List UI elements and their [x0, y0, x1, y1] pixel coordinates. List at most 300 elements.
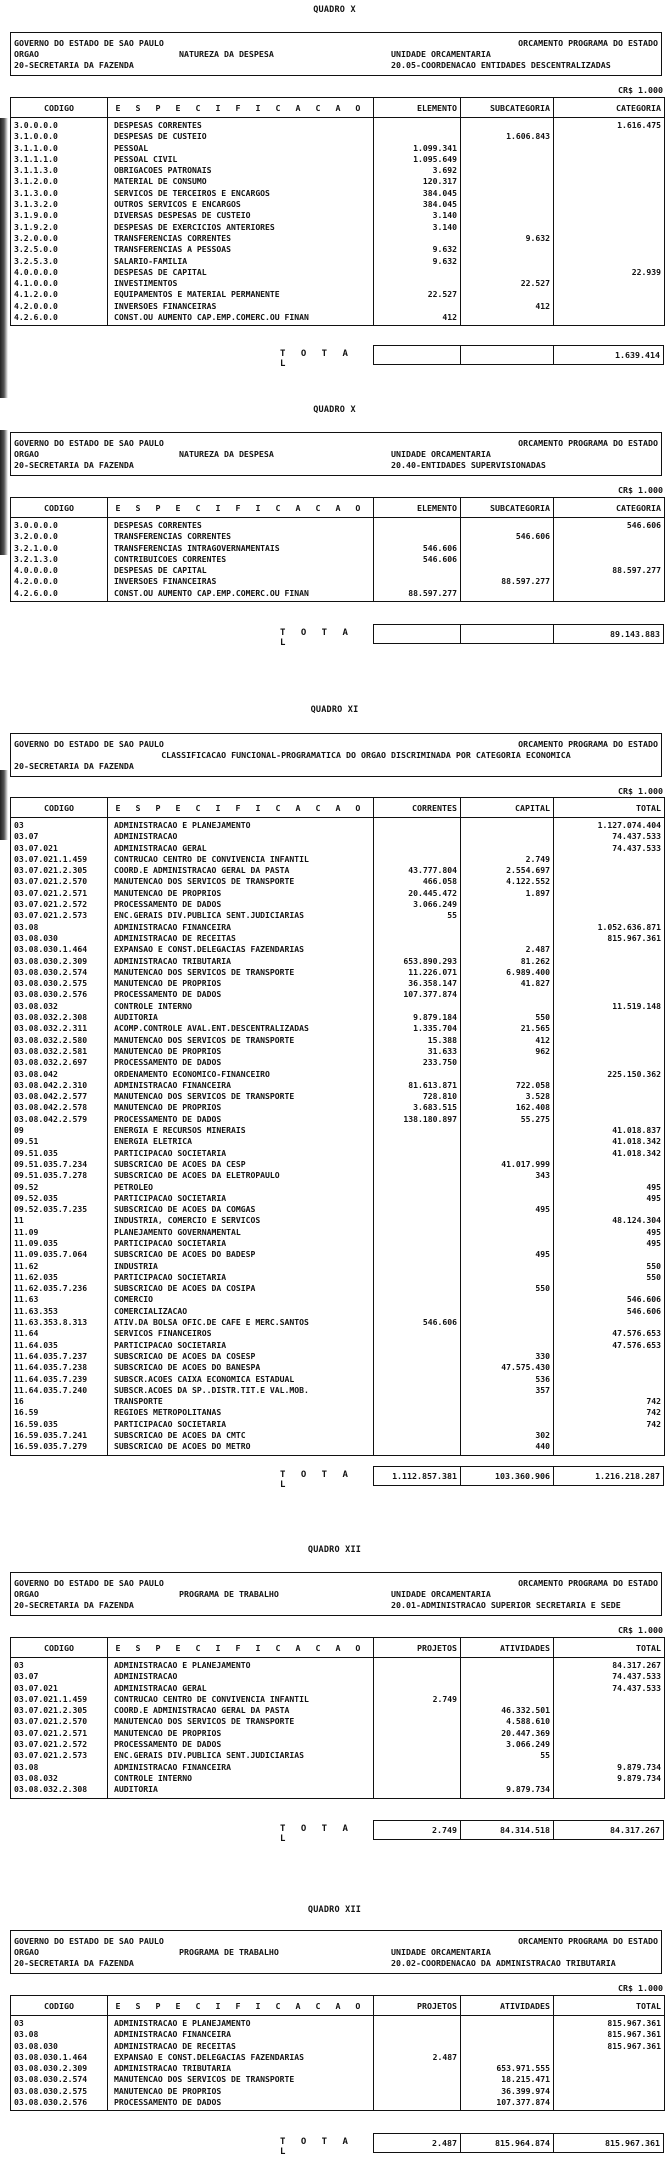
value-col-3: 47.576.653 [554, 1328, 665, 1339]
column-header: CODIGO [11, 1996, 108, 2016]
code-cell: 3.1.1.3.0 [11, 165, 108, 176]
value-col-2: 330 [461, 1351, 554, 1362]
value-col-1 [374, 1283, 461, 1294]
table-row [11, 1716, 665, 1727]
specification-cell: SUBSCRICAO DE ACOES DA ELETROPAULO [108, 1170, 374, 1181]
value-col-2 [461, 910, 554, 921]
total-row [0, 345, 669, 369]
column-header: ELEMENTO [374, 498, 461, 518]
value-col-2: 88.597.277 [461, 576, 554, 587]
code-cell: 11.62.035.7.236 [11, 1283, 108, 1294]
scan-smudge [0, 430, 8, 555]
value-col-3 [554, 1317, 665, 1328]
currency-unit: CR$ 1.000 [618, 786, 663, 796]
value-col-3 [554, 301, 665, 312]
government-label: GOVERNO DO ESTADO DE SAO PAULO [14, 739, 164, 749]
code-cell: 11.62 [11, 1261, 108, 1272]
report-header [10, 1930, 662, 1974]
value-col-3 [554, 222, 665, 233]
value-col-3: 88.597.277 [554, 565, 665, 576]
code-cell: 11.64.035.7.238 [11, 1362, 108, 1373]
specification-cell: INVERSOES FINANCEIRAS [108, 301, 374, 312]
value-col-1: 3.683.515 [374, 1102, 461, 1113]
specification-cell: ADMINISTRACAO TRIBUTARIA [108, 956, 374, 967]
code-cell: 03.08.042 [11, 1069, 108, 1080]
value-col-2: 357 [461, 1385, 554, 1396]
value-col-2 [461, 267, 554, 278]
value-col-1: 36.358.147 [374, 978, 461, 989]
table-header-row [11, 498, 665, 518]
value-col-1: 2.487 [374, 2052, 461, 2063]
value-col-3: 41.018.342 [554, 1136, 665, 1147]
code-cell: 09.51 [11, 1136, 108, 1147]
table-row [11, 899, 665, 910]
value-col-1: 1.099.341 [374, 143, 461, 154]
table-row [11, 278, 665, 289]
table-row [11, 565, 665, 576]
value-col-1: 233.750 [374, 1057, 461, 1068]
value-col-3: 1.052.636.871 [554, 922, 665, 933]
value-col-1 [374, 1739, 461, 1750]
value-col-1 [374, 1716, 461, 1727]
value-col-2 [461, 1261, 554, 1272]
value-col-3: 815.967.361 [554, 2016, 665, 2030]
table-row [11, 1328, 665, 1339]
table-row [11, 818, 665, 832]
value-col-3: 74.437.533 [554, 843, 665, 854]
value-col-2 [461, 1407, 554, 1418]
table-row [11, 2041, 665, 2052]
column-header: SUBCATEGORIA [461, 98, 554, 118]
value-col-3: 225.150.362 [554, 1069, 665, 1080]
report-type: CLASSIFICACAO FUNCIONAL-PROGRAMATICA DO ORGAO DISCRIMINADA POR CATEGORIA ECONOMICA [161, 750, 571, 760]
value-col-3 [554, 289, 665, 300]
column-header: ELEMENTO [374, 98, 461, 118]
code-cell: 09.51.035 [11, 1148, 108, 1159]
column-header: CODIGO [11, 498, 108, 518]
value-col-1 [374, 1351, 461, 1362]
code-cell: 11.63 [11, 1294, 108, 1305]
specification-cell: EQUIPAMENTOS E MATERIAL PERMANENTE [108, 289, 374, 300]
value-col-3 [554, 165, 665, 176]
table-row [11, 1249, 665, 1260]
value-col-3: 47.576.653 [554, 1340, 665, 1351]
value-col-3: 1.616.475 [554, 118, 665, 132]
specification-cell: ENERGIA ELETRICA [108, 1136, 374, 1147]
code-cell: 03.08.030.2.309 [11, 2063, 108, 2074]
value-col-2 [461, 118, 554, 132]
value-col-3: 815.967.361 [554, 2029, 665, 2040]
value-col-1: 3.066.249 [374, 899, 461, 910]
total-col-2: 815.964.874 [461, 2134, 554, 2152]
table-header-row [11, 1638, 665, 1658]
specification-cell: PROCESSAMENTO DE DADOS [108, 1739, 374, 1750]
value-col-2: 36.399.974 [461, 2086, 554, 2097]
table-row [11, 1784, 665, 1798]
value-col-2 [461, 188, 554, 199]
value-col-3 [554, 588, 665, 602]
specification-cell: SUBSCRICAO DE ACOES DA COMGAS [108, 1204, 374, 1215]
code-cell: 4.0.0.0.0 [11, 565, 108, 576]
code-cell: 03.07 [11, 831, 108, 842]
table-row [11, 1294, 665, 1305]
value-col-3 [554, 876, 665, 887]
value-col-3 [554, 154, 665, 165]
value-col-1 [374, 1671, 461, 1682]
value-col-2: 3.528 [461, 1091, 554, 1102]
value-col-3 [554, 1374, 665, 1385]
specification-cell: SERVICOS FINANCEIROS [108, 1328, 374, 1339]
specification-cell: ADMINISTRACAO E PLANEJAMENTO [108, 818, 374, 832]
table-row [11, 989, 665, 1000]
value-col-3: 41.018.837 [554, 1125, 665, 1136]
code-cell: 03.07.021 [11, 843, 108, 854]
table-row [11, 944, 665, 955]
report-header [10, 432, 662, 476]
column-header: PROJETOS [374, 1638, 461, 1658]
code-cell: 4.2.0.0.0 [11, 576, 108, 587]
code-cell: 03.08.030.2.576 [11, 989, 108, 1000]
value-col-1: 138.180.897 [374, 1114, 461, 1125]
value-col-1 [374, 1396, 461, 1407]
value-col-2 [461, 1227, 554, 1238]
specification-cell: ORDENAMENTO ECONOMICO-FINANCEIRO [108, 1069, 374, 1080]
value-col-3: 815.967.361 [554, 2041, 665, 2052]
value-col-3: 9.879.734 [554, 1762, 665, 1773]
value-col-3 [554, 2097, 665, 2111]
specification-cell: INVERSOES FINANCEIRAS [108, 576, 374, 587]
government-label: GOVERNO DO ESTADO DE SAO PAULO [14, 1936, 164, 1946]
code-cell: 3.2.1.3.0 [11, 554, 108, 565]
value-col-3 [554, 256, 665, 267]
code-cell: 4.1.0.0.0 [11, 278, 108, 289]
specification-cell: TRANSFERENCIAS CORRENTES [108, 531, 374, 542]
table-row [11, 843, 665, 854]
table-row [11, 1705, 665, 1716]
value-col-2: 9.879.734 [461, 1784, 554, 1798]
quadro-title: QUADRO XI [310, 705, 359, 715]
value-col-1 [374, 843, 461, 854]
value-col-3 [554, 312, 665, 326]
data-table [10, 97, 665, 326]
table-row [11, 176, 665, 187]
value-col-3 [554, 1035, 665, 1046]
table-row [11, 1215, 665, 1226]
specification-cell: ADMINISTRACAO FINANCEIRA [108, 922, 374, 933]
total-label: T O T A L [280, 2137, 353, 2157]
value-col-1 [374, 1159, 461, 1170]
value-col-1 [374, 922, 461, 933]
value-col-1 [374, 1227, 461, 1238]
table-row [11, 1407, 665, 1418]
value-col-2: 440 [461, 1441, 554, 1455]
table-row [11, 554, 665, 565]
specification-cell: REGIOES METROPOLITANAS [108, 1407, 374, 1418]
code-cell: 03.08.030.2.576 [11, 2097, 108, 2111]
code-cell: 16.59 [11, 1407, 108, 1418]
value-col-1 [374, 1374, 461, 1385]
specification-cell: OBRIGACOES PATRONAIS [108, 165, 374, 176]
column-header: CATEGORIA [554, 98, 665, 118]
value-col-3: 815.967.361 [554, 933, 665, 944]
table-row [11, 576, 665, 587]
orgao-value: 20-SECRETARIA DA FAZENDA [14, 60, 134, 70]
value-col-2 [461, 1396, 554, 1407]
code-cell: 03.07.021.2.305 [11, 1705, 108, 1716]
value-col-2 [461, 989, 554, 1000]
table-row [11, 1148, 665, 1159]
table-row [11, 289, 665, 300]
data-table [10, 797, 665, 1456]
code-cell: 03.08.042.2.577 [11, 1091, 108, 1102]
value-col-2 [461, 2016, 554, 2030]
table-row [11, 1046, 665, 1057]
table-row [11, 2063, 665, 2074]
value-col-2 [461, 256, 554, 267]
value-col-1 [374, 1261, 461, 1272]
value-col-1: 120.317 [374, 176, 461, 187]
table-row [11, 956, 665, 967]
value-col-2 [461, 565, 554, 576]
total-label: T O T A L [280, 349, 353, 369]
value-col-1: 546.606 [374, 554, 461, 565]
total-row [0, 1466, 669, 1490]
value-col-1 [374, 1328, 461, 1339]
specification-cell: CONST.OU AUMENTO CAP.EMP.COMERC.OU FINAN [108, 588, 374, 602]
value-col-3 [554, 1204, 665, 1215]
code-cell: 03 [11, 818, 108, 832]
data-table [10, 497, 665, 602]
value-col-3 [554, 210, 665, 221]
table-row [11, 1125, 665, 1136]
value-col-2 [461, 154, 554, 165]
code-cell: 11.63.353 [11, 1306, 108, 1317]
code-cell: 03.08.042.2.310 [11, 1080, 108, 1091]
specification-cell: ENC.GERAIS DIV.PUBLICA SENT.JUDICIARIAS [108, 1750, 374, 1761]
value-col-1 [374, 233, 461, 244]
value-col-1 [374, 2074, 461, 2085]
value-col-1: 107.377.874 [374, 989, 461, 1000]
value-col-2 [461, 1272, 554, 1283]
total-col-1 [374, 346, 461, 364]
value-col-1 [374, 2097, 461, 2111]
value-col-3: 546.606 [554, 518, 665, 532]
table-row [11, 1340, 665, 1351]
unidade-label: UNIDADE ORCAMENTARIA [391, 449, 491, 459]
value-col-1 [374, 576, 461, 587]
code-cell: 03.07.021.2.570 [11, 876, 108, 887]
value-col-3 [554, 1739, 665, 1750]
table-row [11, 1750, 665, 1761]
table-row [11, 1396, 665, 1407]
table-row [11, 2052, 665, 2063]
specification-cell: ADMINISTRACAO DE RECEITAS [108, 933, 374, 944]
value-col-3: 84.317.267 [554, 1658, 665, 1672]
value-col-1 [374, 1683, 461, 1694]
code-cell: 03.08.032.2.581 [11, 1046, 108, 1057]
code-cell: 3.1.1.0.0 [11, 143, 108, 154]
table-row [11, 1012, 665, 1023]
table-row [11, 854, 665, 865]
value-col-2: 46.332.501 [461, 1705, 554, 1716]
value-col-3 [554, 1080, 665, 1091]
value-col-1 [374, 118, 461, 132]
value-col-2: 162.408 [461, 1102, 554, 1113]
specification-cell: CONTROLE INTERNO [108, 1001, 374, 1012]
report-type: PROGRAMA DE TRABALHO [179, 1589, 279, 1599]
value-col-1 [374, 2063, 461, 2074]
value-col-1 [374, 1340, 461, 1351]
specification-cell: PROCESSAMENTO DE DADOS [108, 1114, 374, 1125]
value-col-2 [461, 1193, 554, 1204]
specification-cell: CONTRUCAO CENTRO DE CONVIVENCIA INFANTIL [108, 1694, 374, 1705]
currency-unit: CR$ 1.000 [618, 485, 663, 495]
value-col-3 [554, 244, 665, 255]
specification-cell: ADMINISTRACAO GERAL [108, 1683, 374, 1694]
value-col-1: 384.045 [374, 199, 461, 210]
specification-cell: PROCESSAMENTO DE DADOS [108, 989, 374, 1000]
value-col-3: 74.437.533 [554, 831, 665, 842]
value-col-2 [461, 222, 554, 233]
total-col-2: 84.314.518 [461, 1821, 554, 1839]
code-cell: 11.09 [11, 1227, 108, 1238]
value-col-3: 546.606 [554, 1294, 665, 1305]
code-cell: 03.08.030 [11, 2041, 108, 2052]
specification-cell: SERVICOS DE TERCEIROS E ENCARGOS [108, 188, 374, 199]
code-cell: 09 [11, 1125, 108, 1136]
value-col-1 [374, 1170, 461, 1181]
value-col-2 [461, 933, 554, 944]
currency-unit: CR$ 1.000 [618, 1625, 663, 1635]
code-cell: 03.08.030.2.575 [11, 2086, 108, 2097]
specification-cell: TRANSFERENCIAS A PESSOAS [108, 244, 374, 255]
table-row [11, 244, 665, 255]
quadro-title: QUADRO XII [307, 1905, 362, 1915]
value-col-2 [461, 831, 554, 842]
table-row [11, 1683, 665, 1694]
table-row [11, 1261, 665, 1272]
value-col-1: 20.445.472 [374, 888, 461, 899]
specification-cell: MANUTENCAO DE PROPRIOS [108, 978, 374, 989]
code-cell: 03.07.021.2.305 [11, 865, 108, 876]
table-row [11, 1136, 665, 1147]
value-col-3: 550 [554, 1261, 665, 1272]
table-row [11, 888, 665, 899]
value-col-1: 384.045 [374, 188, 461, 199]
total-label: T O T A L [280, 1824, 353, 1844]
code-cell: 3.0.0.0.0 [11, 118, 108, 132]
value-col-2: 22.527 [461, 278, 554, 289]
government-label: GOVERNO DO ESTADO DE SAO PAULO [14, 1578, 164, 1588]
code-cell: 09.51.035.7.278 [11, 1170, 108, 1181]
value-col-3 [554, 1784, 665, 1798]
specification-cell: PESSOAL [108, 143, 374, 154]
value-col-1 [374, 131, 461, 142]
specification-cell: SUBSCR.ACOES DA SP..DISTR.TIT.E VAL.MOB. [108, 1385, 374, 1396]
value-col-1 [374, 1658, 461, 1672]
code-cell: 4.0.0.0.0 [11, 267, 108, 278]
value-col-3: 742 [554, 1396, 665, 1407]
value-col-2 [461, 588, 554, 602]
value-col-3 [554, 176, 665, 187]
value-col-2 [461, 1328, 554, 1339]
value-col-2 [461, 1317, 554, 1328]
value-col-3 [554, 978, 665, 989]
value-col-1: 88.597.277 [374, 588, 461, 602]
specification-cell: COMERCIO [108, 1294, 374, 1305]
value-col-2: 653.971.555 [461, 2063, 554, 2074]
value-col-1 [374, 531, 461, 542]
column-header: TOTAL [554, 1638, 665, 1658]
value-col-1 [374, 2029, 461, 2040]
unidade-value: 20.40-ENTIDADES SUPERVISIONADAS [391, 460, 546, 470]
value-col-3 [554, 1170, 665, 1181]
column-header: ATIVIDADES [461, 1638, 554, 1658]
value-col-1 [374, 1419, 461, 1430]
column-header: TOTAL [554, 798, 665, 818]
value-col-1: 9.879.184 [374, 1012, 461, 1023]
data-table [10, 1637, 665, 1799]
value-col-2 [461, 899, 554, 910]
table-row [11, 1159, 665, 1170]
specification-cell: ADMINISTRACAO FINANCEIRA [108, 2029, 374, 2040]
code-cell: 11.09.035.7.064 [11, 1249, 108, 1260]
value-col-2 [461, 554, 554, 565]
total-col-3: 1.216.218.287 [595, 1471, 660, 1481]
value-col-2 [461, 1001, 554, 1012]
value-col-3 [554, 1057, 665, 1068]
code-cell: 03.08.032.2.308 [11, 1784, 108, 1798]
specification-cell: ADMINISTRACAO TRIBUTARIA [108, 2063, 374, 2074]
value-col-2: 3.066.249 [461, 1739, 554, 1750]
value-col-1 [374, 1728, 461, 1739]
code-cell: 3.1.1.1.0 [11, 154, 108, 165]
code-cell: 3.1.9.0.0 [11, 210, 108, 221]
code-cell: 3.2.0.0.0 [11, 531, 108, 542]
table-row [11, 967, 665, 978]
table-row [11, 588, 665, 602]
code-cell: 09.51.035.7.234 [11, 1159, 108, 1170]
value-col-1: 3.140 [374, 222, 461, 233]
value-col-3 [554, 910, 665, 921]
value-col-1: 1.335.704 [374, 1023, 461, 1034]
table-row [11, 1694, 665, 1705]
table-row [11, 118, 665, 132]
value-col-2 [461, 2029, 554, 2040]
value-col-3 [554, 899, 665, 910]
orgao-value: 20-SECRETARIA DA FAZENDA [14, 1600, 134, 1610]
value-col-2: 550 [461, 1283, 554, 1294]
value-col-2: 41.827 [461, 978, 554, 989]
code-cell: 03.08 [11, 2029, 108, 2040]
value-col-2 [461, 2041, 554, 2052]
value-col-1: 466.058 [374, 876, 461, 887]
value-col-3 [554, 278, 665, 289]
orgao-label: ORGAO [14, 1589, 39, 1599]
table-row [11, 1227, 665, 1238]
value-col-3 [554, 989, 665, 1000]
code-cell: 11.63.353.8.313 [11, 1317, 108, 1328]
orgao-value: 20-SECRETARIA DA FAZENDA [14, 761, 134, 771]
code-cell: 4.2.6.0.0 [11, 312, 108, 326]
value-col-1 [374, 278, 461, 289]
value-col-1 [374, 1182, 461, 1193]
value-col-2: 2.749 [461, 854, 554, 865]
value-col-2: 6.989.400 [461, 967, 554, 978]
code-cell: 03.08.042.2.579 [11, 1114, 108, 1125]
value-col-2 [461, 289, 554, 300]
total-col-2 [461, 625, 554, 643]
